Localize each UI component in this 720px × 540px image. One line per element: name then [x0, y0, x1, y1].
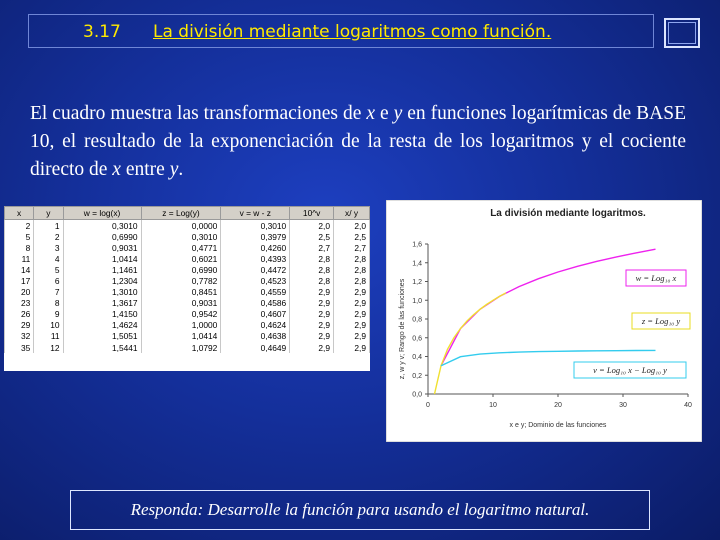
table-cell: 0,4607 — [221, 309, 290, 320]
table-cell: 0,9031 — [141, 298, 221, 309]
table-header-cell: w = log(x) — [63, 207, 141, 220]
y-tick-label: 1,4 — [412, 260, 422, 268]
table-header-cell: z = Log(y) — [141, 207, 221, 220]
table-cell: 1,5051 — [63, 331, 141, 342]
table-cell: 0,6021 — [141, 253, 221, 264]
annotation-label-2: z = Log₁₀ y — [641, 316, 681, 326]
table-cell: 11 — [34, 331, 63, 342]
table-cell: 0,4586 — [221, 298, 290, 309]
table-cell: 0,9542 — [141, 309, 221, 320]
table-cell: 4 — [34, 253, 63, 264]
table-cell: 0,7782 — [141, 275, 221, 286]
slide-nav-button[interactable] — [664, 18, 700, 48]
table-cell: 2,5 — [334, 231, 370, 242]
table-row — [5, 275, 370, 286]
table-cell: 1,5441 — [63, 342, 141, 353]
log-table — [4, 206, 370, 353]
table-cell: 2,9 — [334, 342, 370, 353]
answer-box — [70, 490, 650, 530]
y-axis-label: z, w y v; Rango de las funciones — [399, 278, 406, 380]
slide-number: 3.17 — [83, 22, 121, 42]
intro-paragraph: El cuadro muestra las transformaciones de x e y en funciones logarítmicas de BASE 10, el resultado de la exponenciación de la resta de los logaritmos y el cociente directo de x entre y. — [30, 103, 686, 180]
table-header-cell: v = w - z — [221, 207, 290, 220]
table-cell: 0,4638 — [221, 331, 290, 342]
table-cell: 1,0000 — [141, 320, 221, 331]
table-cell: 1,4150 — [63, 309, 141, 320]
y-tick-label: 1,0 — [412, 297, 422, 305]
y-tick-label: 0,6 — [412, 335, 422, 343]
table-cell: 11 — [5, 253, 34, 264]
table-row — [5, 242, 370, 253]
table-cell: 0,4523 — [221, 275, 290, 286]
table-cell: 26 — [5, 309, 34, 320]
table-cell: 0,4472 — [221, 264, 290, 275]
table-header-cell: 10^v — [290, 207, 334, 220]
table-cell: 10 — [34, 320, 63, 331]
table-cell: 2,0 — [290, 220, 334, 232]
table-row — [5, 342, 370, 353]
chart-title: La división mediante logaritmos. — [490, 208, 646, 219]
x-tick-label: 40 — [684, 402, 692, 409]
table-cell: 1,0414 — [63, 253, 141, 264]
table-cell: 29 — [5, 320, 34, 331]
table-cell: 1 — [34, 220, 63, 232]
table-cell: 0,0000 — [141, 220, 221, 232]
table-cell: 5 — [34, 264, 63, 275]
x-tick-label: 20 — [554, 402, 562, 409]
table-cell: 7 — [34, 287, 63, 298]
table-row — [5, 331, 370, 342]
table-row — [5, 298, 370, 309]
table-cell: 0,3979 — [221, 231, 290, 242]
table-cell: 0,3010 — [141, 231, 221, 242]
table-row — [5, 231, 370, 242]
table-header-cell: x/ y — [334, 207, 370, 220]
table-row — [5, 320, 370, 331]
table-cell: 12 — [34, 342, 63, 353]
y-tick-label: 1,6 — [412, 241, 422, 249]
annotation-label-1: w = Log₁₀ x — [635, 273, 677, 283]
table-cell: 0,4559 — [221, 287, 290, 298]
table-cell: 2,9 — [290, 331, 334, 342]
table-header-row — [5, 207, 370, 220]
x-tick-label: 30 — [619, 402, 627, 409]
table-cell: 8 — [5, 242, 34, 253]
table-cell: 0,4260 — [221, 242, 290, 253]
y-tick-label: 0,4 — [412, 354, 422, 361]
table-cell: 32 — [5, 331, 34, 342]
table-cell: 2,9 — [290, 342, 334, 353]
table-cell: 0,6990 — [63, 231, 141, 242]
table-cell: 3 — [34, 242, 63, 253]
table-cell: 2,7 — [290, 242, 334, 253]
table-cell: 0,4649 — [221, 342, 290, 353]
table-cell: 20 — [5, 287, 34, 298]
slide-title: La división mediante logaritmos como función. — [153, 22, 552, 42]
table-cell: 1,0414 — [141, 331, 221, 342]
y-tick-label: 0,8 — [412, 316, 422, 324]
table-cell: 1,4624 — [63, 320, 141, 331]
table-cell: 2,8 — [334, 253, 370, 264]
table-cell: 2,9 — [334, 331, 370, 342]
table-cell: 0,3010 — [221, 220, 290, 232]
table-cell: 1,2304 — [63, 275, 141, 286]
table-cell: 2,8 — [290, 264, 334, 275]
slide-title-box — [28, 14, 654, 48]
table-row — [5, 287, 370, 298]
table-cell: 2,9 — [334, 320, 370, 331]
x-tick-label: 10 — [489, 402, 497, 409]
table-cell: 5 — [5, 231, 34, 242]
table-cell: 8 — [34, 298, 63, 309]
table-cell: 2,9 — [290, 287, 334, 298]
table-cell: 0,8451 — [141, 287, 221, 298]
annotation-label-3: v = Log₁₀ x − Log₁₀ y — [593, 365, 667, 375]
data-table-panel — [4, 206, 370, 371]
table-cell: 2,5 — [290, 231, 334, 242]
table-cell: 2,9 — [290, 309, 334, 320]
table-cell: 1,1461 — [63, 264, 141, 275]
table-cell: 1,3617 — [63, 298, 141, 309]
y-tick-label: 0,2 — [412, 372, 422, 380]
table-cell: 2,9 — [334, 287, 370, 298]
table-cell: 23 — [5, 298, 34, 309]
table-cell: 2,9 — [290, 320, 334, 331]
table-cell: 2,7 — [334, 242, 370, 253]
x-tick-label: 0 — [426, 402, 430, 409]
table-cell: 2,9 — [334, 298, 370, 309]
table-cell: 2,8 — [290, 253, 334, 264]
table-cell: 2,8 — [334, 275, 370, 286]
table-cell: 35 — [5, 342, 34, 353]
table-cell: 1,0792 — [141, 342, 221, 353]
table-cell: 2,9 — [290, 298, 334, 309]
table-row — [5, 253, 370, 264]
table-cell: 6 — [34, 275, 63, 286]
table-cell: 0,4393 — [221, 253, 290, 264]
table-cell: 2,8 — [334, 264, 370, 275]
table-cell: 0,4771 — [141, 242, 221, 253]
table-cell: 2,8 — [290, 275, 334, 286]
table-cell: 1,3010 — [63, 287, 141, 298]
y-tick-label: 1,2 — [412, 279, 422, 286]
table-cell: 2 — [5, 220, 34, 232]
table-cell: 2,9 — [334, 309, 370, 320]
table-row — [5, 220, 370, 232]
log-chart — [386, 200, 702, 442]
table-cell: 2,0 — [334, 220, 370, 232]
table-cell: 9 — [34, 309, 63, 320]
table-row — [5, 309, 370, 320]
table-cell: 0,9031 — [63, 242, 141, 253]
table-header-cell: x — [5, 207, 34, 220]
table-cell: 0,6990 — [141, 264, 221, 275]
table-cell: 17 — [5, 275, 34, 286]
table-cell: 0,4624 — [221, 320, 290, 331]
table-cell: 0,3010 — [63, 220, 141, 232]
x-axis-label: x e y; Dominio de las funciones — [509, 422, 607, 429]
table-cell: 14 — [5, 264, 34, 275]
y-tick-label: 0,0 — [412, 391, 422, 399]
table-cell: 2 — [34, 231, 63, 242]
table-header-cell: y — [34, 207, 63, 220]
answer-text: Responda: Desarrolle la función para usando el logaritmo natural. — [130, 500, 590, 519]
table-row — [5, 264, 370, 275]
